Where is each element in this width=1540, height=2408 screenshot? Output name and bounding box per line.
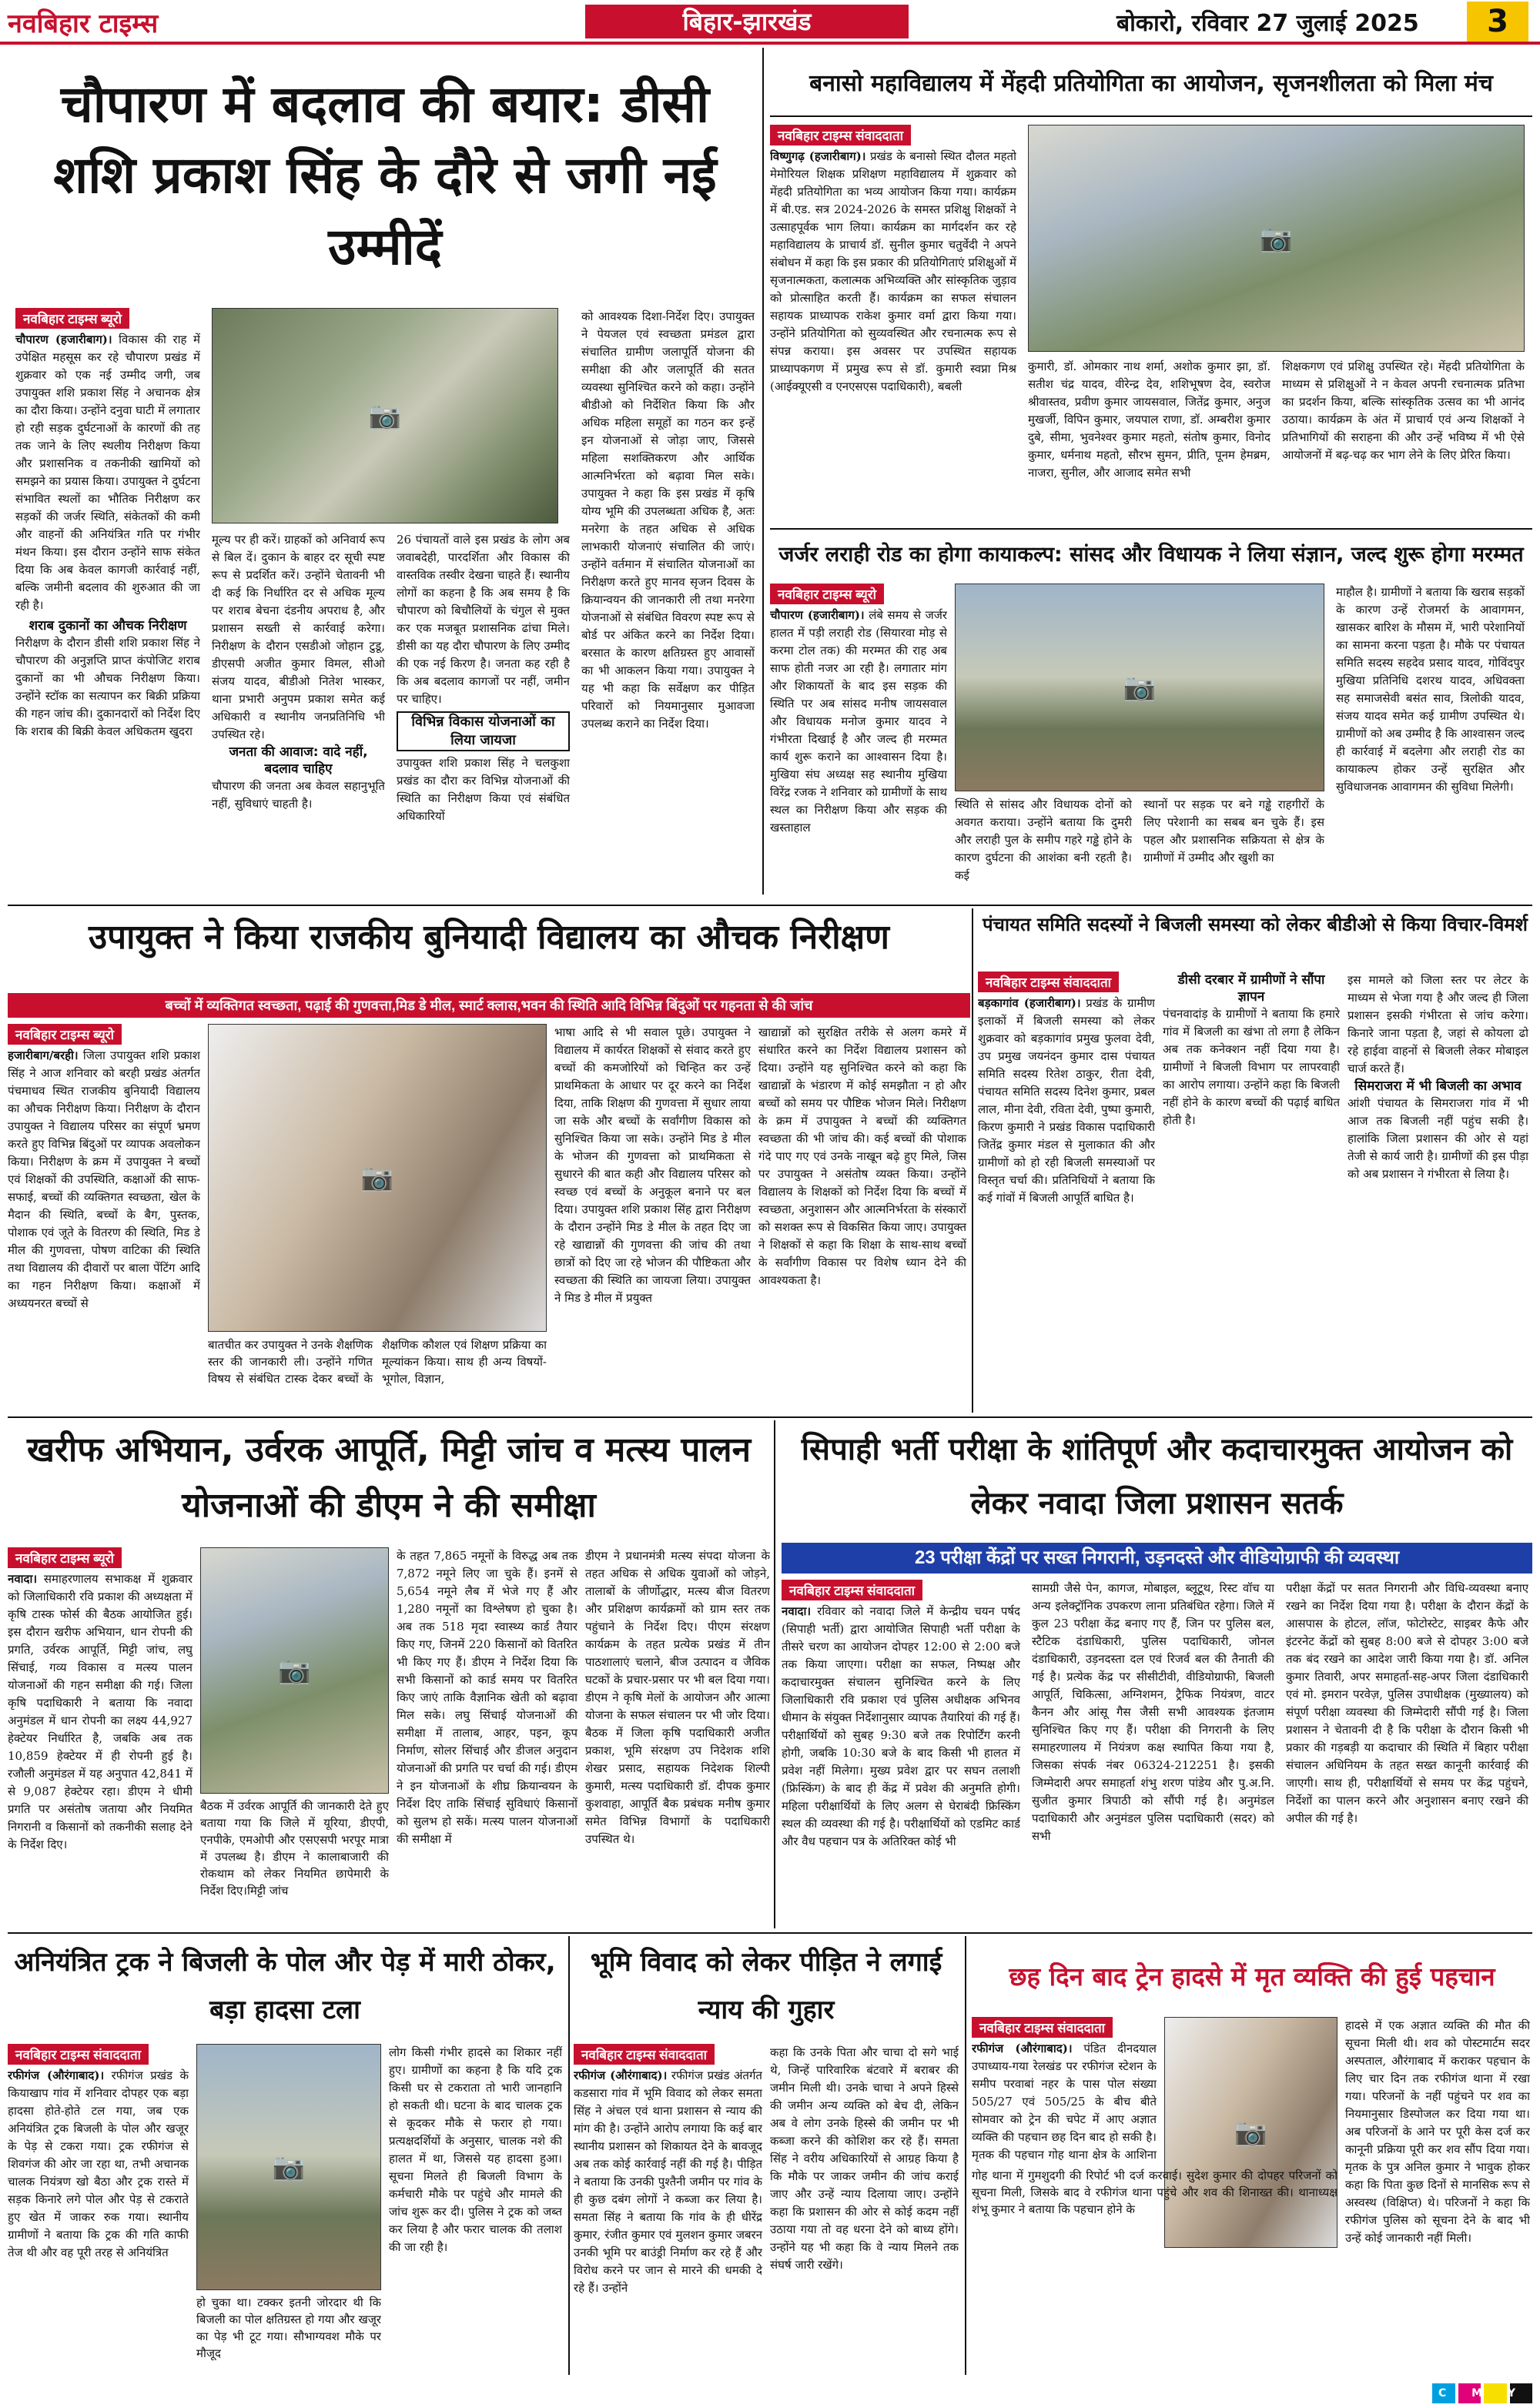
story5-col3-block [1348,972,1528,1410]
paper-name: नवबिहार टाइम्स [8,8,159,39]
story7-col3: परीक्षा केंद्रों पर सतत निगरानी और विधि-व्यवस्था बनाए रखने का निर्देश दिया गया है। परीक्षा के दौरान केंद्रों के आसपास के होटल, लॉज, फोटोस्टेट, साइबर कैफे और इंटरनेट केंद्रों को सुबह 8:00 बजे से दोपहर 3:00 बजे तक बंद रखने का आदेश जारी किया गया है। डॉ. अनिल कुमार तिवारी, अपर समाहर्ता-सह-अपर जिला दंडाधिकारी एवं मो. इमरान परवेज़, पुलिस उपाधीक्षक (मुख्यालय) को संपूर्ण परीक्षा व्यवस्था की जिम्मेदारी सौंपी गई है। जिला प्रशासन ने चेतावनी दी है कि परीक्षा के दौरान किसी भी प्रकार की गड़बड़ी या कदाचार की स्थिति में बिहार परीक्षा संचालन अधिनियम के तहत सख्त कानूनी कार्रवाई की जाएगी। साथ ही, परीक्षार्थियों से समय पर केंद्र पहुंचने, निर्देशों का पालन करने और अनुशासन बनाए रखने की अपील की गई है। [1286,1581,1528,1825]
story7-byline: नवबिहार टाइम्स संवाददाता [782,1580,922,1600]
column-divider [774,1420,775,1928]
story1-photo [212,308,558,523]
story5-col1-block [978,972,1155,1410]
story7-col1: रविवार को नवादा जिले में केन्द्रीय चयन पर्षद (सिपाही भर्ती) द्वारा आयोजित सिपाही भर्ती परीक्षा के तीसरे चरण का आयोजन दोपहर 12:00 से 2:00 बजे तक किया जाएगा। परीक्षा का सफल, निष्पक्ष और कदाचारमुक्त संचालन सुनिश्चित करने के लिए जिलाधिकारी रवि प्रकाश एवं पुलिस अधीक्षक अभिनव धीमान के संयुक्त निर्देशानुसार व्यापक तैयारियां की गई हैं। परीक्षार्थियों को सुबह 9:30 बजे तक रिपोर्टिंग करनी होगी, जबकि 10:30 बजे के बाद किसी भी हालत में प्रवेश नहीं मिलेगा। मुख्य प्रवेश द्वार पर सघन तलाशी (फ्रिस्किंग) के बाद ही केंद्र में प्रवेश की अनुमति होगी। महिला परीक्षार्थियों के लिए अलग से घेराबंदी फ्रिस्किंग स्थल की व्यवस्था की गई है। परीक्षार्थियों को एडमिट कार्ड और वैध पहचान पत्र के अतिरिक्त कोई भी [782,1604,1020,1848]
story10-col1-block [972,2017,1157,2163]
story3-byline: नवबिहार टाइम्स ब्यूरो [770,584,884,604]
camera-icon: 📷 [278,1655,311,1686]
story10-headline: छह दिन बाद ट्रेन हादसे में मृत व्यक्ति की हुई पहचान [1009,1962,1495,1992]
story3-col1-block [770,584,947,899]
masthead [0,0,1540,45]
story3-photo [955,584,1324,791]
camera-icon: 📷 [1260,222,1293,254]
story1-col3-block [397,531,570,893]
section-rule [8,1932,1532,1934]
column-divider [762,48,764,895]
story8-headline: अनियंत्रित ट्रक ने बिजली के पोल और पेड़ में मारी ठोकर, बड़ा हादसा टला [14,1947,556,2025]
story1-col2-block [212,531,385,893]
section-rule [770,528,1532,530]
story6-col4: डीएम ने प्रधानमंत्री मत्स्य संपदा योजना के तहत अधिक से अधिक युवाओं को जोड़ने, तालाबों के जीर्णोद्धार, मत्स्य बीज वितरण और प्रशिक्षण कार्यक्रमों को ग्राम स्तर तक पहुंचाने के निर्देश दिए। पीएम संरक्षण कार्यक्रम के तहत प्रत्येक प्रखंड में तीन पाठशालाएं चलाने, बीज उत्पादन व जैविक घटकों के प्रचार-प्रसार पर भी बल दिया गया। डीएम ने कृषि मेलों के आयोजन और आत्मा योजना के सफल संचालन पर भी जोर दिया। बैठक में जिला कृषि पदाधिकारी अजीत प्रकाश, भूमि संरक्षण उप निदेशक शशि शेखर प्रसाद, सहायक निदेशक शिल्पी कुमारी, मत्स्य पदाधिकारी डॉ. दीपक कुमार कुशवाहा, आपूर्ति बैक प्रबंधक मनीष कुमार समेत विभिन्न विभागों के पदाधिकारी उपस्थित थे। [585,1549,770,1846]
story1-subhead-public: जनता की आवाज: वादे नहीं, बदलाव चाहिए [229,744,368,777]
story6-photo [200,1547,389,1794]
story3-dateline: चौपारण (हजारीबाग)। [770,608,865,622]
story1-headline: चौपारण में बदलाव की बयार: डीसी शशि प्रकाश सिंह के दौरे से जगी नई उम्मीदें [53,75,717,276]
story1-col2b: चौपारण की जनता अब केवल सहानुभूति नहीं, सुविधाएं चाहती है। [212,779,385,811]
story3-col4: माहौल है। ग्रामीणों ने बताया कि खराब सड़कों के कारण उन्हें रोजमर्रा के आवागमन, खासकर बारिश के मौसम में, भारी परेशानियों का सामना करना पड़ता है। मौके पर पंचायत समिति सदस्य सहदेव प्रसाद यादव, गोविंदपुर मुखिया प्रतिनिधि दशरथ यादव, अधिवक्ता सह समाजसेवी बसंत साव, त्रिलोकी यादव, संजय यादव समेत कई ग्रामीण उपस्थित थे। ग्रामीणों को अब उम्मीद है कि आश्वासन जल्द ही कार्रवाई में बदलेगा और लराही रोड का कायाकल्प होकर उन्हें सुरक्षित और सुविधाजनक आवागमन की सुविधा मिलेगी। [1336,585,1525,794]
story7-col2: सामग्री जैसे पेन, कागज, मोबाइल, ब्लूटूथ, रिस्ट वॉच या अन्य इलेक्ट्रॉनिक उपकरण लाना प्रतिबंधित रहेगा। जिले में कुल 23 परीक्षा केंद्र बनाए गए हैं, जिन पर पुलिस बल, स्टैटिक दंडाधिकारी, पुलिस पदाधिकारी, जोनल दंडाधिकारी, उड़नदस्ता दल एवं रिजर्व बल की तैनाती की गई है। प्रत्येक केंद्र पर सीसीटीवी, वीडियोग्राफी, बिजली आपूर्ति, चिकित्सा, अग्निशमन, ट्रैफिक नियंत्रण, वाटर कैनन और आंसू गैस जैसी सभी आवश्यक इंतजाम सुनिश्चित किए गए हैं। परीक्षा की निगरानी के लिए समाहरणालय में नियंत्रण कक्ष स्थापित किया गया है, जिसका संपर्क नंबर 06324-212251 है। इसकी जिम्मेदारी अपर समाहर्ता शंभु शरण पांडेय और पु.अ.नि. सुजीत कुमार त्रिपाठी को सौंपी गई है। अनुमंडल पदाधिकारी और अनुमंडल पुलिस पदाधिकारी (सदर) को सभी [1032,1581,1274,1843]
story8-col1: रफीगंज प्रखंड के कियाखाप गांव में शनिवार दोपहर एक बड़ा हादसा होते-होते टल गया, जब एक अनियंत्रित ट्रक बिजली के पोल और खजूर के पेड़ से टकरा गया। ट्रक रफीगंज से शिवगंज की ओर जा रहा था, तभी अचानक चालक नियंत्रण खो बैठा और ट्रक रास्ते में सड़क किनारे लगे पोल और पेड़ से टकराते हुए खेत में जाकर रुक गया। स्थानीय ग्रामीणों ने बताया कि ट्रक की गति काफी तेज थी और वह पूरी तरह से अनियंत्रित [8,2069,189,2259]
headline-rule [770,115,1532,117]
story10-col3: हादसे में एक अज्ञात व्यक्ति की मौत की सूचना मिली थी। शव को पोस्टमार्टम सदर अस्पताल, औरंगाबाद में कराकर पहचान के लिए चार दिन तक रफीगंज थाना में रखा गया। परिजनों के नहीं पहुंचने पर शव का नियमानुसार डिस्पोजल कर दिया गया था। अब परिजनों के आने पर पूरी केस दर्ज कर कानूनी प्रक्रिया पूरी कर शव सौंप दिया गया। मृतक के पुत्र अनिल कुमार ने भावुक होकर कहा कि पिता कुछ दिनों से मानसिक रूप से अस्वस्थ (विक्षिप्त) थे। परिजनों ने कहा कि रफीगंज पुलिस को सूचना देने के बाद भी उन्हें कोई जानकारी नहीं मिली। [1345,2018,1530,2245]
column-divider [972,908,973,1413]
story6-byline: नवबिहार टाइम्स ब्यूरो [8,1547,122,1568]
story9-byline: नवबिहार टाइम्स संवाददाता [574,2044,715,2065]
story2-col2: कुमारी, डॉ. ओमकार नाथ शर्मा, अशोक कुमार झा, डॉ. सतीश चंद्र यादव, वीरेन्द्र देव, शशिभूषण देव, स्वरोज श्रीवास्तव, प्रवीण कुमार जायसवाल, जितेंद्र कुमार, अनुज मुखर्जी, विपिन कुमार, जयपाल राणा, डॉ. अम्बरीश कुमार दुबे, सीमा, भुवनेश्वर कुमार महतो, संतोष कुमार, विनोद कुमार, धर्मनाथ महतो, सौरभ सुमन, प्रीति, पूनम हेमब्रम, नाजरा, सुनील, और आजाद समेत सभी [1028,360,1270,480]
story9-col1-block [574,2044,762,2375]
story6-dateline: नवादा। [8,1572,38,1586]
story6-col1: समाहरणालय सभाकक्ष में शुक्रवार को जिलाधिकारी रवि प्रकाश की अध्यक्षता में कृषि टास्क फोर्स की बैठक आयोजित हुई। इस दौरान खरीफ अभियान, धान रोपनी की प्रगति, उर्वरक आपूर्ति, मिट्टी जांच, लघु सिंचाई, गव्य विकास व मत्स्य पालन योजनाओं की गहन समीक्षा की गई। जिला कृषि पदाधिकारी ने बताया कि नवादा अनुमंडल में धान रोपनी का लक्ष्य 44,927 हेक्टेयर निर्धारित है, जबकि अब तक 10,859 हेक्टेयर में ही रोपनी हुई है। रजौली अनुमंडल में यह अनुपात 42,841 में से 9,087 हेक्टेयर रहा। डीएम ने धीमी प्रगति पर असंतोष जताया और नियमित निगरानी व किसानों को तकनीकी सलाह देने के निर्देश दिए। [8,1572,192,1851]
story4-photo-caption: बातचीत कर उपायुक्त ने उनके शैक्षणिक स्तर की जानकारी ली। उन्होंने गणित विषय से संबंधित टास्क देकर बच्चों के शैक्षणिक कौशल एवं शिक्षण प्रक्रिया का मूल्यांकन किया। साथ ही अन्य विषयों- भूगोल, विज्ञान, [208,1338,547,1386]
story4-subbar: बच्चों में व्यक्तिगत स्वच्छता, पढ़ाई की गुणवत्ता,मिड डे मील, स्मार्ट क्लास,भवन की स्थिति आदि विभिन्न बिंदुओं पर गहनता से की जांच [8,993,970,1018]
story5-col2-block [1163,972,1340,1410]
camera-icon: 📷 [360,1162,394,1193]
story8-col1-block [8,2044,189,2375]
story5-col3: इस मामले को जिला स्तर पर लेटर के माध्यम से भेजा गया है और जल्द ही जिला प्रशासन इसकी गंभीरता से जांच करेगा। किनारे जाना पड़ता है, जहां से कोयला ढो रहे हाईवा वाहनों से बिजली लेकर मोबाइल चार्ज करते हैं। [1348,973,1528,1075]
story6-col1-block [8,1547,192,1925]
story5-col1: प्रखंड के ग्रामीण इलाकों में बिजली समस्या को लेकर शुक्रवार को बड़कागांव प्रमुख फुलवा देवी, उप प्रमुख जयनंदन कुमार दास पंचायत समिति सदस्य रितेश ठाकुर, रीता देवी, पंचायत समिति सदस्य दिनेश कुमार, प्रबल लाल, मीना देवी, रविता देवी, पुष्पा कुमारी, किरण कुमारी ने प्रखंड विकास पदाधिकारी जितेंद्र कुमार मंडल से मुलाकात की और ग्रामीणों को हो रही बिजली समस्याओं पर विस्तृत चर्चा की। प्रतिनिधियों ने बताया कि कई गांवों में बिजली आपूर्ति बाधित है। [978,996,1155,1205]
story4-col3: भाषा आदि से भी सवाल पूछे। उपायुक्त ने विद्यालय में कार्यरत शिक्षकों से संवाद करते हुए बच्चों की कमजोरियों को चिन्हित कर उन्हें प्राथमिकता के आधार पर दूर करने का निर्देश दिया, ताकि शिक्षण की गुणवत्ता में सुधार लाया जा सके और बच्चों के सर्वांगीण विकास को सुनिश्चित किया जा सके। उन्होंने मिड डे मील के भोजन की गुणवत्ता को प्राथमिकता से सुधारने की बात कही और विद्यालय परिसर को स्वच्छ एवं बच्चों के अनुकूल बनाने पर बल दिया। उपायुक्त शशि प्रकाश सिंह द्वारा निरीक्षण के दौरान उन्होंने मिड डे मील के तहत दिए जा रहे खाद्यान्नों की गुणवत्ता की जांच की तथा छात्रों को दिए जा रहे भोजन की पौष्टिकता और स्वच्छता की स्थिति का जायजा लिया। उपायुक्त ने मिड डे मील में प्रयुक्त [554,1025,751,1305]
story4-photo [208,1024,547,1332]
story10-byline: नवबिहार टाइम्स संवाददाता [972,2017,1113,2038]
story1-col4: को आवश्यक दिशा-निर्देश दिए। उपायुक्त ने पेयजल एवं स्वच्छता प्रमंडल द्वारा संचालित ग्रामीण जलापूर्ति योजना की समीक्षा की और जलापूर्ति की सतत व्यवस्था सुनिश्चित करने को कहा। उन्होंने बीडीओ को निर्देशित किया कि और अधिक महिला समूहों का गठन कर इन्हें इन योजनाओं से जोड़ा जाए, जिससे महिला सशक्तिकरण और आर्थिक आत्मनिर्भरता को बढ़ावा मिल सके। उपायुक्त ने कहा कि इस प्रखंड में कृषि योग्य भूमि की उपलब्धता अधिक है, अतः मनरेगा के तहत अधिक से अधिक लाभकारी योजनाएं संचालित की जाएं। उन्होंने वर्तमान में संचालित योजनाओं का निरीक्षण करते हुए मानव सृजन दिवस के क्रियान्वयन की जानकारी ली तथा मनरेगा योजनाओं से संबंधित विवरण स्पष्ट रूप से बोर्ड पर अंकित करने का निर्देश दिया। बरसात के कारण क्षतिग्रस्त हुए आवासों का भी आकलन किया गया। उपायुक्त ने यह भी कहा कि सर्वेक्षण कर पीड़ित परिवारों को नियमानुसार मुआवजा उपलब्ध कराने का निर्देश दिया। [581,309,755,731]
story10-col1: पंडित दीनदयाल उपाध्याय-गया रेलखंड पर रफीगंज स्टेशन के समीप परवाबां नहर के पास पोल संख्या 505/27 एवं 505/25 के बीच बीते सोमवार को ट्रेन की चपेट में आए अज्ञात व्यक्ति की पहचान छह दिन बाद हो सकी है। मृतक की पहचान गोह थाना क्षेत्र के आशिना [972,2042,1157,2162]
story10-photo-caption: गोह थाना में गुमशुदगी की रिपोर्ट भी दर्ज करवाई। सुदेश कुमार की दोपहर परिजनों को सूचना मिली, जिसके बाद वे रफीगंज थाना पहुंचे और शव की शिनाख्त की। थानाध्यक्ष शंभू कुमार ने बताया कि पहचान होने के [972,2169,1337,2216]
story2-col1-block [770,125,1016,525]
column-divider [568,1936,570,2375]
story5-col4: आंशी पंचायत के सिमराजरा गांव में भी आज तक बिजली नहीं पहुंच सकी है। हालांकि जिला प्रशासन की ओर से यहां तेजी से कार्य जारी है। ग्रामीणों की इस पीड़ा को अब प्रशासन ने गंभीरता से लिया है। [1348,1096,1528,1181]
story7-dateline: नवादा। [782,1604,812,1618]
story1-dateline: चौपारण (हजारीबाग)। [15,333,112,346]
story5-headline: पंचायत समिति सदस्यों ने बिजली समस्या को लेकर बीडीओ से किया विचार-विमर्श [982,914,1528,935]
footer [0,2379,1540,2408]
story1-col2: मूल्य पर ही करें। ग्राहकों को अनिवार्य रूप से बिल दें। दुकान के बाहर दर सूची स्पष्ट रूप से प्रदर्शित करें। उन्होंने चेतावनी भी दी कई कि निर्धारित दर से अधिक मूल्य पर शराब बेचना दंडनीय अपराध है, और प्रशासन सख्ती से कार्रवाई करेगा। निरीक्षण के दौरान एसडीओ जोहान टुडू, डीएसपी अजीत कुमार विमल, सीओ संजय यादव, बीडीओ नितेश भास्कर, थाना प्रभारी अनुपम प्रकाश समेत कई अधिकारी व स्थानीय जनप्रतिनिधि भी उपस्थित रहे। [212,533,385,741]
story5-subhead-simrajra: सिमराजरा में भी बिजली का अभाव [1354,1079,1522,1094]
section-rule [8,1416,1532,1418]
camera-icon: 📷 [1234,2117,1267,2148]
story6-col3: के तहत 7,865 नमूनों के विरुद्ध अब तक 7,872 नमूने लिए जा चुके हैं। इनमें से 5,654 नमूने लैब में भेजे गए हैं और 1,280 नमूनों का विश्लेषण हो चुका है। अब तक 518 मृदा स्वास्थ्य कार्ड तैयार किए गए, जिनमें 220 किसानों को वितरित भी किए गए हैं। डीएम ने निर्देश दिया कि सभी किसानों को कार्ड समय पर वितरित किए जाएं ताकि वैज्ञानिक खेती को बढ़ावा मिल सके। लघु सिंचाई योजनाओं की समीक्षा में तालाब, आहर, पइन, कूप निर्माण, सोलर सिंचाई और डीजल अनुदान योजनाओं की प्रगति पर चर्चा की गई। डीएम ने इन योजनाओं के शीघ्र क्रियान्वयन के निर्देश दिए ताकि सिंचाई सुविधाएं किसानों को सुलभ हो सकें। मत्स्य पालन योजनाओं की समीक्षा में [397,1549,578,1846]
story8-byline: नवबिहार टाइम्स संवाददाता [8,2044,149,2065]
story9-col2: कहा कि उनके पिता और चाचा दो सगे भाई थे, जिन्हें पारिवारिक बंटवारे में बराबर की जमीन मिली थी। उनके चाचा ने अपने हिस्से की जमीन अन्य व्यक्ति को बेच दी, लेकिन अब वे लोग उनके हिस्से की जमीन पर भी कब्जा करने की कोशिश कर रहे हैं। समता सिंह ने वरीय अधिकारियों से आग्रह किया है कि मौके पर जाकर जमीन की जांच कराई जाए और उन्हें न्याय दिलाया जाए। उन्होंने कहा कि प्रशासन की ओर से कोई कदम नहीं उठाया गया तो वह धरना देने को बाध्य होंगे। उन्होंने यह भी कहा कि वे न्याय मिलने तक संघर्ष जारी रखेंगे। [770,2045,959,2272]
story7-subbar: 23 परीक्षा केंद्रों पर सख्त निगरानी, उड़नदस्ते और वीडियोग्राफी की व्यवस्था [782,1543,1532,1574]
column-divider [965,1936,966,2375]
story4-col4: खाद्यान्नों को सुरक्षित तरीके से अलग कमरे में संधारित करने का निर्देश विद्यालय प्रशासन को दिया। उन्होंने यह सुनिश्चित करने को कहा कि खाद्यान्नों के भंडारण में कोई समझौता न हो और बच्चों को समय पर पौष्टिक भोजन मिले। निरीक्षण के क्रम में उपायुक्त ने बच्चों की व्यक्तिगत स्वच्छता की भी जांच की। कई बच्चों की पोशाक गंदे पाए गए एवं उनके नाखून बढ़े हुए मिले, जिस पर उपायुक्त ने असंतोष व्यक्त किया। उन्होंने विद्यालय के शिक्षकों को निर्देश दिया कि बच्चों में स्वच्छता, अनुशासन और आत्मनिर्भरता के संस्कारों को सशक्त रूप से विकसित किया जाए। उपायुक्त ने शिक्षकों से कहा कि शिक्षा के साथ-साथ बच्चों के सर्वांगीण विकास पर विशेष ध्यान देने की आवश्यकता है। [758,1025,966,1287]
camera-icon: 📷 [368,400,402,431]
story9-dateline: रफीगंज (औरंगाबाद)। [574,2069,668,2082]
story2-text: प्रखंड के बनासो स्थित दौलत महतो मेमोरियल शिक्षक प्रशिक्षण महाविद्यालय में शुक्रवार को मेंहदी प्रतियोगिता का भव्य आयोजन किया गया। कार्यक्रम में बी.एड. सत्र 2024-2026 के समस्त प्रशिक्षु शिक्षकों ने उत्साहपूर्वक भाग लिया। कार्यक्रम का मार्गदर्शन कर रहे महाविद्यालय के प्राचार्य डॉ. सुनील कुमार चतुर्वेदी ने अपने संबोधन में कहा कि इस प्रकार की प्रतियोगिताएं प्रशिक्षुओं में सृजनात्मकता, कलात्मक अभिव्यक्ति और सांस्कृतिक जुड़ाव को प्रोत्साहित करती हैं। कार्यक्रम का सफल संचालन सहायक प्राध्यापक राकेश कुमार वर्मा द्वारा किया गया। उन्होंने प्रतियोगिता को सुव्यवस्थित और रचनात्मक रूप से संपन्न कराया। इस अवसर पर उपस्थित सहायक प्राध्यापकगण में प्रमुख रूप से डॉ. कुमारी स्वप्ना मिश्र (आईक्यूएसी व एनएसएस पदाधिकारी), बबली [770,149,1016,393]
story1-byline: नवबिहार टाइम्स ब्यूरो [15,308,129,329]
story1-subhead-liquor: शराब दुकानों का औचक निरीक्षण [28,618,187,634]
story9-headline: भूमि विवाद को लेकर पीड़ित ने लगाई न्याय की गुहार [590,1947,942,2025]
story2-headline: बनासो महाविद्यालय में मेंहदी प्रतियोगिता का आयोजन, सृजनशीलता को मिला मंच [809,70,1493,97]
story2-col3: शिक्षकगण एवं प्रशिक्षु उपस्थित रहे। मेंहदी प्रतियोगिता के माध्यम से प्रशिक्षुओं ने न केवल अपनी रचनात्मक प्रतिभा का प्रदर्शन किया, बल्कि सांस्कृतिक उत्सव का भी आनंद उठाया। कार्यक्रम के अंत में प्राचार्य एवं अन्य शिक्षकों ने प्रतिभागियों की सराहना की और उन्हें भविष्य में भी ऐसे आयोजनों में बढ़-चढ़ कर भाग लेने के लिए प्रेरित किया। [1282,360,1525,462]
story4-col1: जिला उपायुक्त शशि प्रकाश सिंह ने आज शनिवार को बरही प्रखंड अंतर्गत पंचमाधव स्थित राजकीय बुनियादी विद्यालय का औचक निरीक्षण किया। निरीक्षण के दौरान उपायुक्त ने विद्यालय परिसर का संपूर्ण भ्रमण करते हुए विभिन्न बिंदुओं पर व्यापक अवलोकन किया। निरीक्षण के क्रम में उपायुक्त ने बच्चों एवं शिक्षकों की उपस्थिति, कक्षाओं की साफ-सफाई, बच्चों की व्यक्तिगत स्वच्छता, खेल के मैदान की स्थिति, बच्चों के बैग, पुस्तक, पोशाक एवं जूते के वितरण की स्थिति, मिड डे मील की गुणवत्ता, पोषण वाटिका की स्थिति तथा विद्यालय की दीवारों पर बाला पेंटिंग आदि का गहन निरीक्षण किया। कक्षाओं में अध्ययनरत बच्चों से [8,1048,200,1310]
story1-col3: 26 पंचायतों वाले इस प्रखंड के लोग अब जवाबदेही, पारदर्शिता और विकास की वास्तविक तस्वीर देखना चाहते हैं। स्थानीय लोगों का कहना है कि अब समय है कि चौपारण को बिचौलियों के चंगुल से मुक्त कर एक मजबूत प्रशासनिक ढांचा मिले। डीसी का यह दौरा चौपारण के लिए उम्मीद की एक नई किरण है। जनता कह रही है कि अब बदलाव कागजों पर नहीं, जमीन पर चाहिए। [397,533,570,706]
story5-byline: नवबिहार टाइम्स संवाददाता [978,972,1119,992]
story4-col1-block [8,1024,200,1409]
issue-date: बोकारो, रविवार 27 जुलाई 2025 [1116,10,1419,37]
story6-headline: खरीफ अभियान, उर्वरक आपूर्ति, मिट्टी जांच व मत्स्य पालन योजनाओं की डीएम ने की समीक्षा [26,1430,752,1525]
story1-boxed-subhead: विभिन्न विकास योजनाओं का लिया जायजा [397,711,570,751]
story2-dateline: विष्णुगढ़ (हजारीबाग)। [770,149,866,163]
story4-dateline: हजारीबाग/बरही। [8,1048,79,1062]
story3-col1: लंबे समय से जर्जर हालत में पड़ी लराही रोड (सियारवा मोड़ से करमा टोल तक) की मरम्मत की राह अब साफ होती नजर आ रही है। लगातार मांग और शिकायतों के बाद इस सड़क की स्थिति पर अब सांसद मनीष जायसवाल और विधायक मनोज कुमार यादव ने गंभीरता दिखाई है और जल्द ही मरम्मत कार्य शुरू कराने का आश्वासन दिया है। मुखिया संघ अध्यक्ष सह स्थानीय मुखिया विरेंद्र रजक ने शनिवार को ग्रामीणों के साथ स्थल का निरीक्षण किया और सड़क की खस्ताहाल [770,608,947,834]
story7-col1-block [782,1580,1020,1926]
story5-col2: पंचनवादांड़ के ग्रामीणों ने बताया कि हमारे गांव में बिजली का खंभा तो लगा है लेकिन अब तक कनेक्शन नहीं दिया गया है। ग्रामीणों ने बिजली विभाग पर लापरवाही का आरोप लगाया। उन्होंने कहा कि बिजली नहीं होने के कारण बच्चों की पढ़ाई बाधित होती है। [1163,1007,1340,1127]
page-number: 3 [1467,2,1528,42]
story8-photo-caption: हो चुका था। टक्कर इतनी जोरदार थी कि बिजली का पोल क्षतिग्रस्त हो गया और खजूर का पेड़ भी टूट गया। सौभाग्यवश मौके पर मौजूद [196,2296,381,2360]
camera-icon: 📷 [1123,672,1157,703]
story1-byline-block [15,308,200,893]
story9-col1: रफीगंज प्रखंड अंतर्गत कडसारा गांव में भूमि विवाद को लेकर समता सिंह ने अंचल एवं थाना प्रशासन से न्याय की मांग की है। उन्होंने आरोप लगाया कि कई बार स्थानीय प्रशासन को शिकायत देने के बावजूद अब तक कोई कार्रवाई नहीं की गई है। पीड़ित ने बताया कि उनकी पुश्तैनी जमीन पर गांव के ही कुछ दबंग लोगों ने कब्जा कर लिया है। समता सिंह ने बताया कि गांव के ही धीरेंद्र कुमार, रंजीत कुमार एवं मुलशन कुमार जबरन उनकी भूमि पर बाउंड्री निर्माण कर रहे हैं और विरोध करने पर जान से मारने की धमकी दे रहे हैं। उन्होंने [574,2069,762,2295]
story4-byline: नवबिहार टाइम्स ब्यूरो [8,1024,122,1045]
story5-dateline: बड़कागांव (हजारीबाग)। [978,996,1081,1010]
section-label: बिहार-झारखंड [585,5,909,38]
story1-col1b: निरीक्षण के दौरान डीसी शशि प्रकाश सिंह ने चौपारण की अनुज्ञप्ति प्राप्त कंपोजिट शराब दुकानों का भी औचक निरीक्षण किया। उन्होंने स्टॉक का सत्यापन कर बिक्री प्रक्रिया की गहन जांच की। दुकानदारों को निर्देश दिए कि शराब की बिक्री केवल अधिकतम खुदरा [15,636,200,738]
story1-col1: विकास की राह में उपेक्षित महसूस कर रहे चौपारण प्रखंड में शुक्रवार को एक नई उम्मीद जगी, जब उपायुक्त शशि प्रकाश सिंह ने अचानक क्षेत्र का दौरा किया। उन्होंने दनुवा घाटी में लगातार हो रही सड़क दुर्घटनाओं के कारणों की तह तक जाने के लिए स्थलीय निरीक्षण किया और प्रशासनिक व तकनीकी खामियों को समझने का प्रयास किया। उपायुक्त ने दुर्घटना संभावित स्थलों का भौतिक निरीक्षण कर सड़कों की जर्जर स्थिति, संकेतकों की कमी और वाहनों की अनियंत्रित गति पर गंभीर मंथन किया। इस दौरान उन्होंने साफ संकेत दिया कि अब केवल कागजी कार्रवाई नहीं, बल्कि जमीनी बदलाव की शुरुआत की जा रही है। [15,333,200,612]
story4-headline: उपायुक्त ने किया राजकीय बुनियादी विद्यालय का औचक निरीक्षण [89,918,889,957]
registration-label: C M Y [1438,2387,1527,2400]
story1-col3b: उपायुक्त शशि प्रकाश सिंह ने चलकुशा प्रखंड का दौरा कर विभिन्न योजनाओं की स्थिति का निरीक्षण किया एवं संबंधित अधिकारियों [397,756,570,823]
story8-col3: लोग किसी गंभीर हादसे का शिकार नहीं हुए। ग्रामीणों का कहना है कि यदि ट्रक किसी घर से टकराता तो भारी जानहानि हो सकती थी। घटना के बाद चालक ट्रक से कूदकर मौके से फरार हो गया। प्रत्यक्षदर्शियों के अनुसार, चालक नशे की हालत में था, जिससे यह हादसा हुआ। सूचना मिलते ही बिजली विभाग के कर्मचारी मौके पर पहुंचे और मामले की जांच शुरू कर दी। पुलिस ने ट्रक को जब्त कर लिया है और फरार चालक की तलाश की जा रही है। [389,2045,562,2254]
section-rule [8,905,1532,906]
story10-dateline: रफीगंज (औरंगाबाद)। [972,2042,1073,2055]
story3-col3: स्थानों पर सड़क पर बने गड्ढे राहगीरों के लिए परेशानी का सबब बन चुके हैं। इस पहल और प्रशासनिक सक्रियता से क्षेत्र के ग्रामीणों में उम्मीद और खुशी का [1143,798,1324,865]
story8-dateline: रफीगंज (औरंगाबाद)। [8,2069,105,2082]
story7-headline: सिपाही भर्ती परीक्षा के शांतिपूर्ण और कदाचारमुक्त आयोजन को लेकर नवादा जिला प्रशासन सतर्क [801,1432,1513,1521]
story3-col2: स्थिति से सांसद और विधायक दोनों को अवगत कराया। उन्होंने बताया कि दुमरी और लराही पुल के समीप गहरे गड्ढे होने के कारण दुर्घटना की आशंका बनी रहती है। कई [955,798,1132,882]
camera-icon: 📷 [272,2152,306,2182]
story2-byline: नवबिहार टाइम्स संवाददाता [770,125,911,145]
story5-subhead-memo: डीसी दरबार में ग्रामीणों ने सौंपा ज्ञापन [1177,972,1325,1005]
story3-headline: जर्जर लराही रोड का होगा कायाकल्प: सांसद और विधायक ने लिया संज्ञान, जल्द शुरू होगा मरम्मत [778,543,1524,567]
story2-photo [1028,125,1525,352]
story6-photo-caption: बैठक में उर्वरक आपूर्ति की जानकारी देते हुए बताया गया कि जिले में यूरिया, डीएपी, एनपीके, एमओपी और एसएसपी भरपूर मात्रा में उपलब्ध है। डीएम ने कालाबाजारी की रोकथाम को लेकर नियमित छापेमारी के निर्देश दिए।मिट्टी जांच [200,1799,389,1898]
story8-photo [196,2044,381,2290]
